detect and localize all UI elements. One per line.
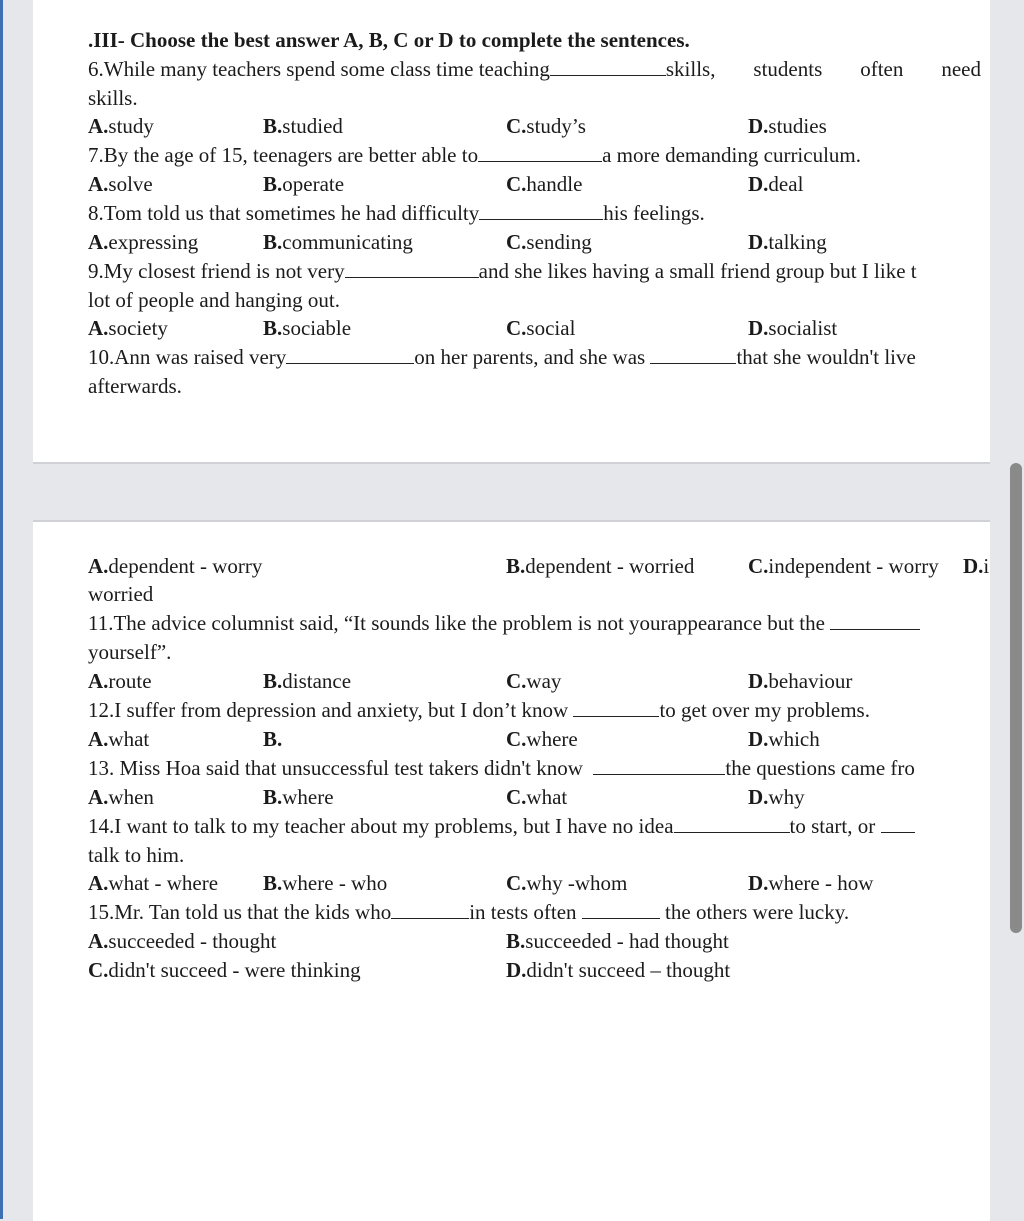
option-d[interactable]: D.talking <box>748 230 827 254</box>
question-13: 13. Miss Hoa said that unsuccessful test takers didn't know the questions came fro <box>88 756 915 780</box>
question-6-continued: skills. <box>88 86 138 110</box>
option-d[interactable]: D.where - how <box>748 871 874 895</box>
question-8-text: 8.Tom told us that sometimes he had difficulty <box>88 201 480 225</box>
option-d[interactable]: D.didn't succeed – thought <box>506 958 731 982</box>
question-9-options <box>88 314 988 343</box>
option-c[interactable]: C.handle <box>506 172 583 196</box>
question-9-continued: lot of people and hanging out. <box>88 288 340 312</box>
option-a[interactable]: A.solve <box>88 172 153 196</box>
question-10-option-d-continued: worried <box>88 582 154 606</box>
question-9-text: 9.My closest friend is not very <box>88 259 345 283</box>
question-15: 15.Mr. Tan told us that the kids who in tests often the others were lucky. <box>88 900 850 924</box>
answer-blank[interactable] <box>830 609 920 630</box>
option-a[interactable]: A.study <box>88 114 154 138</box>
question-14-text: 14.I want to talk to my teacher about my problems, but I have no idea <box>88 814 674 838</box>
option-c[interactable]: C.where <box>506 727 578 751</box>
option-c[interactable]: C.way <box>506 669 562 693</box>
answer-blank[interactable] <box>650 343 736 364</box>
option-b[interactable]: B.communicating <box>263 230 413 254</box>
question-12-text: 12.I suffer from depression and anxiety, but I don’t know <box>88 698 569 722</box>
option-b[interactable]: B.studied <box>263 114 343 138</box>
answer-blank[interactable] <box>391 898 469 919</box>
question-15-options-row-2 <box>88 956 988 985</box>
answer-blank[interactable] <box>345 257 479 278</box>
question-11-text: 11.The advice columnist said, “It sounds like the problem is not yourappearance but the <box>88 611 825 635</box>
option-a[interactable]: A.society <box>88 316 168 340</box>
question-8: 8.Tom told us that sometimes he had difficulty his feelings. <box>88 201 705 225</box>
question-12-options <box>88 725 988 754</box>
question-11 <box>88 609 990 638</box>
option-b[interactable]: B.succeeded - had thought <box>506 929 729 953</box>
option-d[interactable]: D.why <box>748 785 805 809</box>
question-13-options <box>88 783 988 812</box>
question-6-options <box>88 112 988 141</box>
option-a[interactable]: A.what <box>88 727 150 751</box>
option-b[interactable]: B.where <box>263 785 334 809</box>
answer-blank[interactable] <box>479 199 603 220</box>
option-b[interactable]: B.dependent - worried <box>506 554 695 578</box>
question-11-options <box>88 667 988 696</box>
option-a[interactable]: A.what - where <box>88 871 219 895</box>
question-8-options <box>88 228 988 257</box>
option-b[interactable]: B.distance <box>263 669 352 693</box>
vertical-scrollbar[interactable] <box>1010 463 1022 933</box>
option-c[interactable]: C.why -whom <box>506 871 628 895</box>
option-c[interactable]: C.didn't succeed - were thinking <box>88 958 361 982</box>
question-12: 12.I suffer from depression and anxiety, but I don’t know to get over my problems. <box>88 698 870 722</box>
question-14-options <box>88 869 988 898</box>
option-a[interactable]: A.succeeded - thought <box>88 929 277 953</box>
option-c[interactable]: C.sending <box>506 230 592 254</box>
option-b[interactable]: B.operate <box>263 172 345 196</box>
question-10: 10.Ann was raised very on her parents, and she was that she wouldn't live <box>88 345 916 369</box>
question-15-text: 15.Mr. Tan told us that the kids who <box>88 900 392 924</box>
answer-blank[interactable] <box>550 55 666 76</box>
question-10-text: 10.Ann was raised very <box>88 345 287 369</box>
exercise-heading: .III- Choose the best answer A, B, C or D to complete the sentences. <box>88 28 690 52</box>
question-13-text: 13. Miss Hoa said that unsuccessful test takers didn't know <box>88 756 583 780</box>
question-9: 9.My closest friend is not very and she likes having a small friend group but I like t <box>88 259 917 283</box>
question-7-options <box>88 170 988 199</box>
option-a[interactable]: A.dependent - worry <box>88 554 263 578</box>
question-7: 7.By the age of 15, teenagers are better able to a more demanding curriculum. <box>88 143 862 167</box>
option-b[interactable]: B.where - who <box>263 871 388 895</box>
question-15-options-row-1 <box>88 927 988 956</box>
answer-blank[interactable] <box>593 754 725 775</box>
left-accent-bar <box>0 0 3 1219</box>
option-c[interactable]: C.what <box>506 785 568 809</box>
answer-blank[interactable] <box>674 812 790 833</box>
question-11-continued: yourself”. <box>88 640 172 664</box>
option-c[interactable]: C.independent - worry <box>748 554 939 578</box>
question-6-text: 6.While many teachers spend some class time teaching <box>88 57 550 81</box>
option-a[interactable]: A.expressing <box>88 230 199 254</box>
option-c[interactable]: C.social <box>506 316 576 340</box>
question-10-options <box>88 552 990 581</box>
option-b[interactable]: B.sociable <box>263 316 352 340</box>
option-c[interactable]: C.study’s <box>506 114 586 138</box>
option-d[interactable]: D.socialist <box>748 316 838 340</box>
answer-blank[interactable] <box>881 812 915 833</box>
option-b[interactable]: B. <box>263 727 283 751</box>
answer-blank[interactable] <box>478 141 602 162</box>
option-d[interactable]: D.studies <box>748 114 827 138</box>
option-d[interactable]: D.i <box>963 554 990 578</box>
question-7-text: 7.By the age of 15, teenagers are better able to <box>88 143 479 167</box>
option-d[interactable]: D.deal <box>748 172 804 196</box>
question-14-continued: talk to him. <box>88 843 185 867</box>
question-6: 6.While many teachers spend some class time teaching skills, students often need <box>88 57 981 81</box>
question-14: 14.I want to talk to my teacher about my problems, but I have no idea to start, or <box>88 812 990 841</box>
option-d[interactable]: D.which <box>748 727 820 751</box>
option-d[interactable]: D.behaviour <box>748 669 853 693</box>
option-a[interactable]: A.when <box>88 785 154 809</box>
answer-blank[interactable] <box>573 696 659 717</box>
answer-blank[interactable] <box>582 898 660 919</box>
answer-blank[interactable] <box>286 343 414 364</box>
option-a[interactable]: A.route <box>88 669 152 693</box>
question-10-continued: afterwards. <box>88 374 182 398</box>
